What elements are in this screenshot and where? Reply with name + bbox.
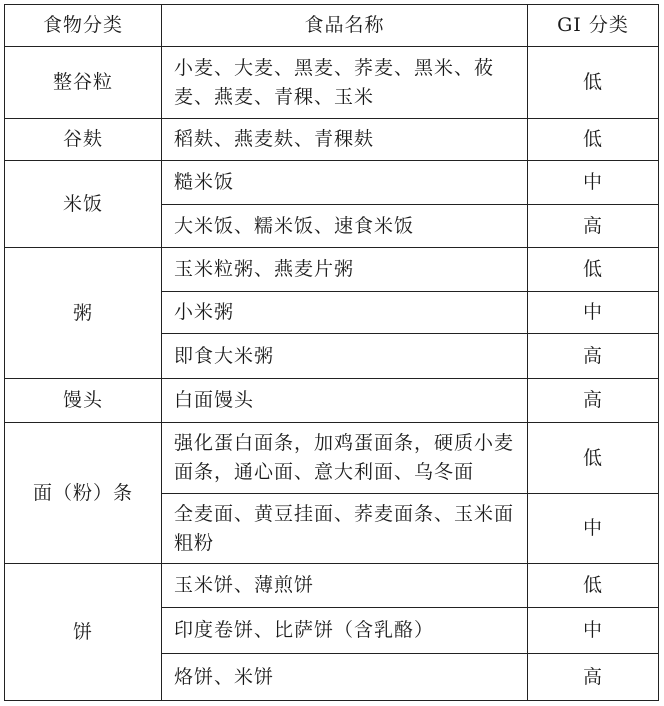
header-gi-class: GI 分类 <box>528 5 659 47</box>
header-row <box>5 5 659 47</box>
food-names-cell: 烙饼、米饼 <box>162 654 528 701</box>
food-names-cell: 白面馒头 <box>162 379 528 423</box>
gi-value-cell: 中 <box>528 161 659 205</box>
category-cell: 谷麸 <box>5 119 162 161</box>
gi-value-cell: 中 <box>528 292 659 334</box>
food-names-cell: 强化蛋白面条，加鸡蛋面条，硬质小麦面条，通心面、意大利面、乌冬面 <box>162 423 528 494</box>
gi-value-cell: 低 <box>528 564 659 608</box>
header-food-name: 食品名称 <box>162 5 528 47</box>
food-names-cell: 印度卷饼、比萨饼（含乳酪） <box>162 608 528 654</box>
table-row <box>5 119 659 161</box>
food-names-cell: 小米粥 <box>162 292 528 334</box>
table-row <box>5 248 659 292</box>
category-cell: 整谷粒 <box>5 47 162 119</box>
gi-value-cell: 高 <box>528 334 659 379</box>
gi-value-cell: 低 <box>528 248 659 292</box>
gi-classification-table <box>4 4 659 701</box>
gi-value-cell: 中 <box>528 494 659 564</box>
category-cell: 饼 <box>5 564 162 701</box>
food-names-cell: 稻麸、燕麦麸、青稞麸 <box>162 119 528 161</box>
gi-value-cell: 中 <box>528 608 659 654</box>
food-names-cell: 糙米饭 <box>162 161 528 205</box>
gi-value-cell: 低 <box>528 423 659 494</box>
gi-value-cell: 高 <box>528 379 659 423</box>
category-cell: 馒头 <box>5 379 162 423</box>
table-row <box>5 564 659 608</box>
food-names-cell: 玉米粒粥、燕麦片粥 <box>162 248 528 292</box>
category-cell: 米饭 <box>5 161 162 248</box>
table-row <box>5 161 659 205</box>
gi-value-cell: 高 <box>528 205 659 248</box>
food-names-cell: 玉米饼、薄煎饼 <box>162 564 528 608</box>
table-row <box>5 47 659 119</box>
gi-value-cell: 低 <box>528 47 659 119</box>
category-cell: 面（粉）条 <box>5 423 162 564</box>
gi-value-cell: 高 <box>528 654 659 701</box>
food-names-cell: 全麦面、黄豆挂面、荞麦面条、玉米面粗粉 <box>162 494 528 564</box>
gi-value-cell: 低 <box>528 119 659 161</box>
food-names-cell: 小麦、大麦、黑麦、荞麦、黑米、莜麦、燕麦、青稞、玉米 <box>162 47 528 119</box>
food-names-cell: 即食大米粥 <box>162 334 528 379</box>
table-row <box>5 379 659 423</box>
table-row <box>5 423 659 494</box>
header-food-category: 食物分类 <box>5 5 162 47</box>
food-names-cell: 大米饭、糯米饭、速食米饭 <box>162 205 528 248</box>
category-cell: 粥 <box>5 248 162 379</box>
